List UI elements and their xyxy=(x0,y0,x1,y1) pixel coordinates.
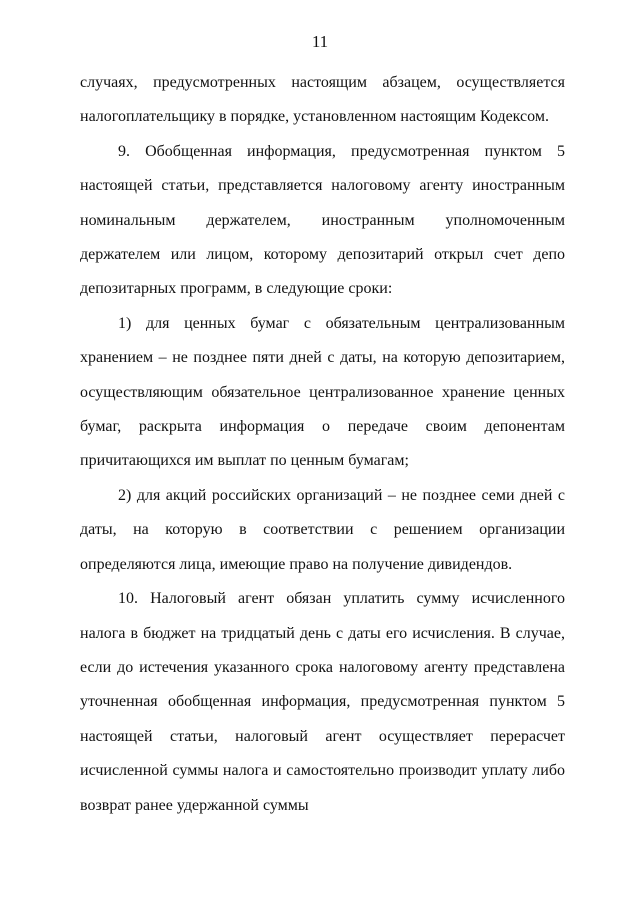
document-body xyxy=(80,66,565,823)
page-number: 11 xyxy=(311,32,329,51)
paragraph-subitem-1: 1) для ценных бумаг с обязательным централизованным хранением – не позднее пяти дней с даты, на которую депозитарием, осуществляющим обязательное централизованное хранение ценных бумаг, раскрыта информация о передаче своим депонентам причитающихся им выплат по ценным бумагам; xyxy=(80,314,565,470)
paragraph-item-9: 9. Обобщенная информация, предусмотренная пунктом 5 настоящей статьи, представляется налоговому агенту иностранным номинальным держателем, иностранным уполномоченным держателем или лицом, которому депозитарий открыл счет депо депозитарных программ, в следующие сроки: xyxy=(80,142,565,298)
paragraph-subitem-2: 2) для акций российских организаций – не позднее семи дней с даты, на которую в соответствии с решением организации определяются лица, имеющие право на получение дивидендов. xyxy=(80,486,565,573)
paragraph-item-10: 10. Налоговый агент обязан уплатить сумму исчисленного налога в бюджет на тридцатый день с даты его исчисления. В случае, если до истечения указанного срока налоговому агенту представлена уточненная обобщенная информация, предусмотренная пунктом 5 настоящей статьи, налоговый агент осуществляет перерасчет исчисленной суммы налога и самостоятельно производит уплату либо возврат ранее удержанной суммы xyxy=(80,590,565,814)
paragraph-continuation: случаях, предусмотренных настоящим абзацем, осуществляется налогоплательщику в порядке, установленном настоящим Кодексом. xyxy=(80,74,565,126)
